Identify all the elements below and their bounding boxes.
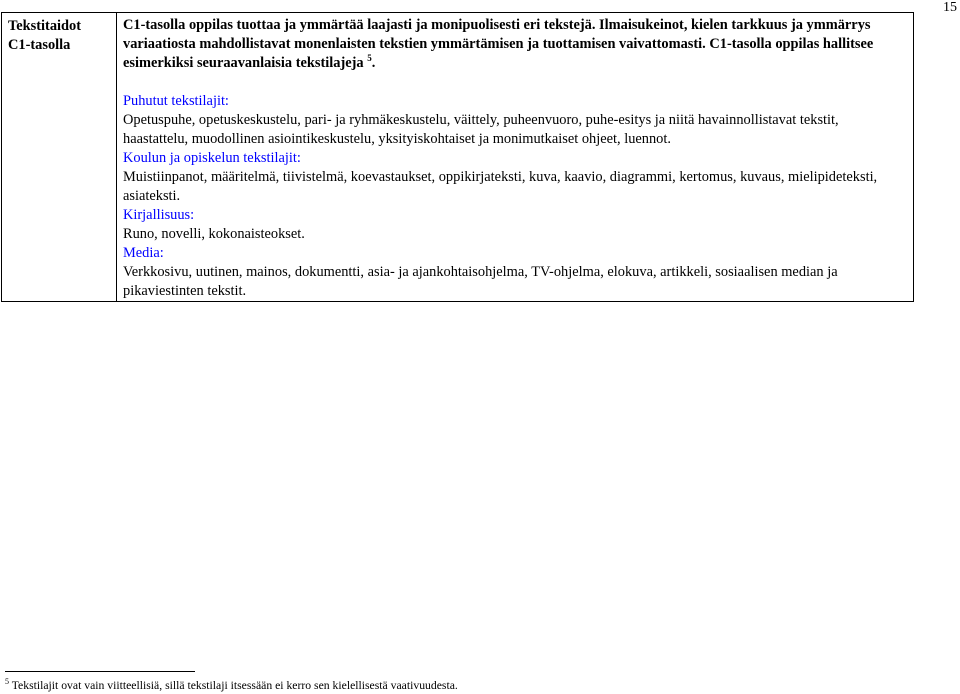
description-cell [117,13,914,302]
skill-label-line2: C1-tasolla [8,37,71,53]
paragraph-spacer [123,73,903,92]
proficiency-table [1,12,914,302]
intro-text: C1-tasolla oppilas tuottaa ja ymmärtää laajasti ja monipuolisesti eri tekstejä. Ilmaisukeinot, kielen tarkkuus ja ymmärrys variaatiosta mahdollistavat monenlaisten tekstien ymmärtämisen ja tuottamisen vaivattomasti. C1-tasolla oppilas hallitsee esimerkiksi seuraavanlaisia tekstilajeja [123,17,874,71]
section-text-spoken: Opetuspuhe, opetuskeskustelu, pari- ja ryhmäkeskustelu, väittely, puheenvuoro, puhe-esitys ja niitä havainnollistavat tekstit, haastattelu, muodollinen asiointikeskustelu, yksityiskohtaiset ja monimutkaiset ohjeet, luennot. [123,112,839,147]
skill-label-cell [2,13,117,302]
skill-label-line1: Tekstitaidot [8,18,82,34]
footnote-marker: 5 [5,677,9,686]
section-text-media: Verkkosivu, uutinen, mainos, dokumentti, asia- ja ajankohtaisohjelma, TV-ohjelma, elokuva, artikkeli, sosiaalisen median ja pikaviestinten tekstit. [123,264,838,299]
intro-paragraph [123,16,903,73]
section-heading-spoken: Puhutut tekstilajit: [123,93,229,109]
section-heading-literature: Kirjallisuus: [123,207,195,223]
section-text-literature: Runo, novelli, kokonaisteokset. [123,226,305,242]
intro-end: . [371,55,376,71]
section-heading-media: Media: [123,245,164,261]
footnote-divider [5,671,195,672]
page-number: 15 [943,0,957,15]
footnote [5,675,458,693]
footnote-text: Tekstilajit ovat vain viitteellisiä, sillä tekstilaji itsessään ei kerro sen kielellisestä vaativuudesta. [9,678,458,692]
section-text-school: Muistiinpanot, määritelmä, tiivistelmä, koevastaukset, oppikirjateksti, kuva, kaavio, diagrammi, kertomus, kuvaus, mielipideteksti, asiateksti. [123,169,878,204]
section-heading-school: Koulun ja opiskelun tekstilajit: [123,150,301,166]
table-row [2,13,914,302]
footnote-reference[interactable]: 5 [367,53,372,64]
